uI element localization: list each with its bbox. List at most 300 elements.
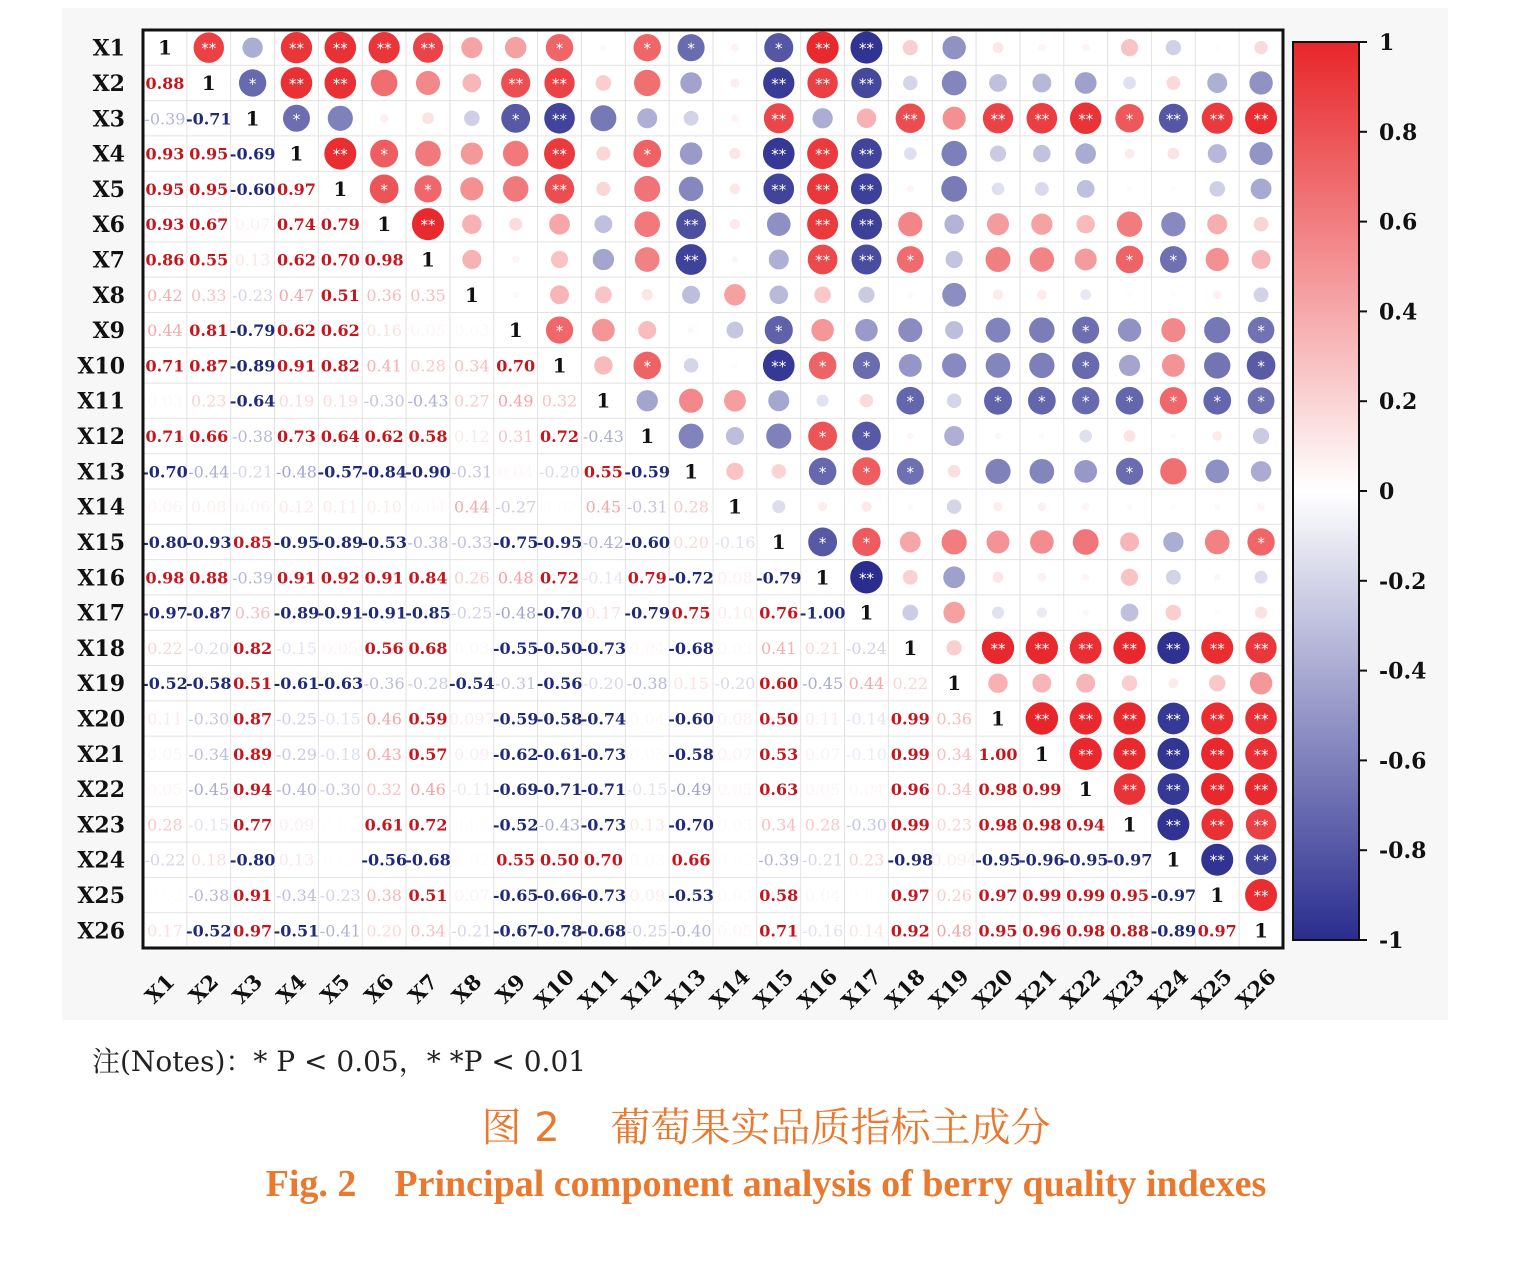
correlation-value: 0.62 (276, 321, 316, 341)
row-label: X3 (92, 106, 125, 133)
correlation-circle (1253, 428, 1269, 444)
correlation-value: 0.64 (320, 427, 360, 447)
significance-mark: ** (815, 251, 831, 270)
correlation-value: -0.90 (405, 462, 451, 482)
significance-mark: * (1213, 392, 1221, 411)
significance-mark: ** (1253, 639, 1269, 658)
correlation-circle (988, 673, 1007, 692)
correlation-value: -0.34 (188, 744, 230, 764)
significance-mark: ** (1034, 710, 1050, 729)
correlation-circle (899, 354, 922, 377)
correlation-value: 0.93 (145, 215, 185, 235)
correlation-value: 0.02 (541, 497, 578, 517)
correlation-value: 0.03 (717, 815, 753, 835)
correlation-value: 0.88 (189, 568, 229, 588)
correlation-value: 0.74 (276, 215, 316, 235)
significance-mark: ** (1122, 781, 1138, 800)
diagonal-label: 1 (377, 212, 392, 237)
correlation-value: -0.31 (495, 674, 537, 694)
significance-mark: ** (201, 39, 217, 58)
diagonal-label: 1 (245, 106, 260, 131)
row-label: X4 (92, 141, 125, 168)
correlation-value: -0.73 (580, 638, 627, 658)
correlation-circle (1127, 504, 1133, 510)
correlation-circle (590, 105, 616, 131)
significance-mark: ** (858, 39, 874, 58)
correlation-value: -0.74 (580, 709, 627, 729)
correlation-circle (1161, 318, 1185, 342)
correlation-value: -0.21 (802, 850, 844, 870)
correlation-value: 0.61 (364, 815, 404, 835)
diagonal-label: 1 (640, 424, 655, 449)
significance-mark: * (424, 180, 432, 199)
significance-mark: * (818, 463, 827, 482)
correlation-value: 0.05 (322, 638, 359, 658)
correlation-value: 0.17 (585, 603, 622, 623)
correlation-circle (992, 606, 1004, 618)
correlation-value: -0.30 (363, 391, 405, 411)
significance-mark: * (248, 74, 257, 93)
correlation-circle (993, 290, 1003, 300)
significance-mark: ** (1165, 710, 1181, 729)
row-label: X25 (77, 883, 125, 910)
correlation-value: 0.12 (454, 427, 490, 447)
significance-mark: ** (1165, 781, 1181, 800)
correlation-value: -0.95 (273, 532, 320, 552)
correlation-circle (993, 502, 1002, 511)
column-label: X12 (616, 963, 667, 1014)
correlation-circle (684, 358, 699, 373)
significance-mark: ** (288, 74, 304, 93)
correlation-value: 0.96 (1022, 921, 1062, 941)
correlation-circle (946, 251, 963, 268)
correlation-value: 0.95 (145, 179, 185, 199)
diagonal-label: 1 (991, 706, 1005, 731)
column-label: X11 (573, 963, 624, 1014)
correlation-value: 0.68 (408, 638, 448, 658)
colorbar-tick-label: 0.8 (1379, 119, 1418, 146)
colorbar-tick-label: -1 (1379, 928, 1404, 954)
column-label: X17 (836, 963, 887, 1014)
significance-mark: * (380, 145, 388, 164)
column-label: X19 (923, 963, 974, 1014)
correlation-value: 0.73 (276, 427, 316, 447)
correlation-value: 0.55 (583, 462, 623, 482)
correlation-value: 0.48 (936, 921, 972, 941)
correlation-circle (1255, 571, 1268, 584)
significance-mark: ** (1034, 110, 1050, 129)
correlation-value: -0.38 (188, 886, 230, 906)
correlation-value: 0.67 (189, 215, 229, 235)
correlation-value: 0.94 (233, 780, 273, 800)
correlation-value: -0.95 (975, 850, 1021, 870)
correlation-circle (503, 176, 529, 202)
significance-mark: ** (1253, 887, 1269, 906)
significance-mark: * (1038, 392, 1046, 411)
diagonal-label: 1 (201, 70, 216, 95)
correlation-value: -0.11 (451, 780, 493, 800)
correlation-value: -0.41 (319, 921, 361, 941)
correlation-value: -0.50 (536, 638, 583, 658)
column-label: X5 (315, 968, 355, 1009)
diagonal-label: 1 (508, 318, 523, 343)
column-label: X20 (967, 963, 1018, 1014)
diagonal-label: 1 (1078, 777, 1093, 802)
significance-mark: ** (1122, 639, 1138, 658)
correlation-value: -0.52 (492, 815, 539, 835)
correlation-value: -0.63 (317, 674, 364, 694)
correlation-value: 0.28 (147, 815, 183, 835)
correlation-value: -0.80 (229, 850, 276, 870)
correlation-circle (242, 38, 262, 58)
correlation-value: 0.09 (454, 744, 490, 764)
correlation-circle (1205, 530, 1230, 555)
correlation-value: 0.05 (147, 780, 183, 800)
significance-mark: * (380, 180, 388, 199)
significance-mark: * (1125, 392, 1134, 411)
column-label: X25 (1186, 963, 1237, 1014)
diagonal-label: 1 (1254, 918, 1269, 943)
correlation-value: 0.46 (410, 780, 446, 800)
correlation-circle (898, 318, 922, 342)
correlation-value: 0.87 (233, 709, 273, 729)
correlation-value: -0.45 (802, 674, 844, 694)
correlation-value: -0.51 (273, 921, 320, 941)
correlation-circle (942, 71, 967, 96)
significance-mark: ** (1122, 710, 1138, 729)
correlation-value: -0.72 (668, 568, 714, 588)
correlation-value: 0.98 (364, 250, 404, 270)
correlation-circle (1035, 182, 1049, 196)
row-label: X22 (77, 777, 125, 804)
correlation-value: -0.14 (845, 709, 887, 729)
significance-mark: ** (1165, 745, 1181, 764)
correlation-circle (1166, 76, 1180, 90)
correlation-value: -0.38 (407, 532, 449, 552)
significance-mark: ** (332, 145, 348, 164)
significance-mark: ** (1253, 110, 1269, 129)
correlation-value: 0.62 (276, 250, 316, 270)
correlation-value: -0.58 (668, 744, 714, 764)
significance-mark: * (906, 392, 915, 411)
correlation-value: 0.70 (583, 850, 623, 870)
correlation-circle (1124, 430, 1136, 442)
correlation-value: 0.62 (364, 427, 404, 447)
correlation-value: 0.96 (890, 780, 930, 800)
correlation-value: -0.28 (407, 674, 449, 694)
correlation-value: 0.07 (234, 215, 271, 235)
correlation-circle (600, 45, 606, 51)
correlation-value: 0.17 (147, 921, 183, 941)
diagonal-label: 1 (596, 388, 611, 413)
correlation-circle (772, 500, 785, 513)
column-label: X26 (1230, 963, 1281, 1014)
significance-note: 注(Notes)：* P < 0.05，* *P < 0.01 (92, 1045, 587, 1078)
significance-mark: ** (332, 74, 348, 93)
correlation-circle (1249, 71, 1272, 94)
correlation-circle (1117, 212, 1142, 237)
correlation-circle (1250, 672, 1273, 695)
significance-mark: ** (1253, 710, 1269, 729)
row-label: X8 (92, 282, 125, 309)
correlation-circle (1038, 502, 1047, 511)
correlation-value: -0.15 (626, 780, 668, 800)
correlation-circle (860, 394, 873, 407)
column-label: X4 (271, 968, 311, 1009)
colorbar-tick-label: -0.8 (1379, 838, 1427, 865)
correlation-value: 0.05 (410, 321, 446, 341)
correlation-value: -0.38 (232, 427, 274, 447)
correlation-circle (817, 395, 829, 407)
correlation-circle (944, 214, 963, 233)
correlation-circle (903, 76, 918, 91)
column-label: X23 (1099, 963, 1150, 1014)
significance-mark: ** (1165, 639, 1181, 658)
correlation-circle (1076, 674, 1095, 693)
correlation-value: 0.88 (1110, 921, 1150, 941)
diagonal-label: 1 (464, 282, 479, 307)
correlation-circle (416, 71, 440, 95)
significance-mark: ** (552, 180, 568, 199)
correlation-circle (944, 426, 964, 446)
significance-mark: ** (683, 251, 699, 270)
correlation-value: 0.47 (278, 285, 315, 305)
correlation-value: 0.70 (496, 356, 536, 376)
correlation-value: 0.09 (278, 815, 315, 835)
correlation-circle (903, 40, 918, 55)
correlation-value: 0.02 (454, 850, 490, 870)
correlation-circle (1118, 318, 1141, 341)
correlation-value: -0.53 (668, 886, 714, 906)
significance-mark: ** (858, 145, 874, 164)
correlation-value: -0.57 (317, 462, 364, 482)
correlation-circle (513, 292, 519, 298)
correlation-circle (907, 433, 913, 439)
caption-chinese: 图 2 葡萄果实品质指标主成分 (481, 1105, 1051, 1151)
correlation-value: -0.23 (232, 285, 274, 305)
correlation-circle (942, 36, 965, 59)
correlation-value: -0.25 (451, 603, 493, 623)
correlation-value: 0.85 (233, 532, 273, 552)
correlation-value: 0.05 (147, 744, 183, 764)
correlation-circle (1213, 291, 1222, 300)
correlation-circle (463, 74, 482, 93)
correlation-value: 0.13 (629, 815, 666, 835)
correlation-value: 0.79 (320, 215, 360, 235)
significance-mark: ** (1209, 639, 1225, 658)
row-label: X18 (77, 635, 125, 662)
correlation-value: 0.99 (890, 709, 930, 729)
correlation-circle (987, 530, 1010, 553)
correlation-value: 0.95 (978, 921, 1018, 941)
correlation-value: 0.60 (759, 674, 799, 694)
correlation-circle (1125, 149, 1135, 159)
correlation-value: 0.08 (717, 709, 753, 729)
significance-mark: ** (858, 251, 874, 270)
correlation-value: 0.04 (410, 497, 446, 517)
correlation-value: 0.03 (629, 744, 666, 764)
correlation-circle (1212, 431, 1222, 441)
correlation-value: -0.14 (582, 568, 624, 588)
correlation-value: 0.20 (673, 532, 709, 552)
correlation-value: 0.98 (978, 780, 1018, 800)
correlation-value: -0.70 (668, 815, 714, 835)
correlation-circle (1038, 573, 1047, 582)
significance-mark: ** (990, 110, 1006, 129)
correlation-circle (1127, 186, 1133, 192)
significance-mark: ** (1078, 110, 1094, 129)
correlation-value: 0.36 (366, 285, 402, 305)
correlation-circle (1160, 458, 1186, 484)
correlation-value: 0.57 (408, 744, 448, 764)
row-label: X10 (77, 353, 125, 380)
correlation-value: -0.80 (142, 532, 188, 552)
correlation-value: 0.05 (804, 780, 841, 800)
correlation-circle (594, 215, 612, 233)
correlation-circle (943, 566, 965, 588)
correlation-circle (941, 141, 966, 166)
correlation-value: -0.91 (361, 603, 407, 623)
correlation-value: -0.89 (273, 603, 320, 623)
correlation-value: 0.44 (848, 674, 885, 694)
correlation-value: 0.20 (366, 921, 402, 941)
correlation-value: -0.58 (536, 709, 583, 729)
significance-mark: * (1125, 463, 1134, 482)
significance-mark: * (1257, 533, 1265, 552)
correlation-value: -0.89 (229, 356, 276, 376)
colorbar-tick-label: -0.6 (1379, 748, 1427, 775)
significance-mark: ** (332, 39, 348, 58)
correlation-circle (1037, 607, 1047, 617)
correlation-value: 0.15 (673, 674, 709, 694)
correlation-circle (1209, 675, 1226, 692)
correlation-value: 0.07 (717, 744, 753, 764)
significance-mark: * (1257, 322, 1265, 341)
correlation-value: 0.91 (276, 568, 316, 588)
correlation-circle (858, 287, 874, 303)
correlation-value: -0.60 (668, 709, 714, 729)
correlation-circle (1166, 40, 1181, 55)
significance-mark: * (1169, 251, 1178, 270)
row-label: X1 (92, 35, 125, 62)
correlation-value: -0.15 (188, 815, 230, 835)
correlation-value: 0.43 (366, 744, 402, 764)
significance-mark: ** (815, 216, 831, 235)
correlation-value: 0.06 (147, 497, 183, 517)
significance-mark: ** (1253, 745, 1269, 764)
correlation-value: -0.42 (582, 532, 624, 552)
correlation-value: 0.46 (366, 709, 402, 729)
correlation-circle (861, 502, 871, 512)
correlation-value: 0.10 (717, 603, 753, 623)
diagonal-label: 1 (1034, 741, 1049, 766)
correlation-circle (993, 572, 1004, 583)
diagonal-label: 1 (771, 529, 786, 554)
correlation-circle (1214, 45, 1220, 51)
correlation-value: -0.95 (536, 532, 583, 552)
significance-mark: * (906, 251, 915, 270)
correlation-value: 0.91 (233, 886, 273, 906)
correlation-value: 0.04 (497, 462, 534, 482)
significance-mark: * (818, 428, 827, 447)
correlation-value: 0.04 (848, 780, 885, 800)
correlation-circle (638, 321, 656, 339)
correlation-value: -0.61 (273, 674, 320, 694)
row-label: X24 (77, 847, 125, 874)
correlation-circle (942, 529, 967, 554)
correlation-circle (637, 108, 657, 128)
correlation-value: -0.23 (319, 886, 361, 906)
correlation-value: 0.56 (364, 638, 404, 658)
significance-mark: ** (1209, 745, 1225, 764)
significance-mark: ** (1209, 110, 1225, 129)
correlation-value: 0.58 (759, 886, 799, 906)
colorbar-tick-label: -0.4 (1379, 658, 1427, 685)
correlation-circle (637, 390, 658, 411)
correlation-value: 0.13 (278, 850, 315, 870)
correlation-circle (1121, 39, 1138, 56)
column-label: X9 (490, 968, 531, 1009)
correlation-value: 0.51 (233, 674, 273, 694)
colorbar-tick-label: -0.2 (1379, 568, 1427, 595)
correlation-circle (1082, 44, 1089, 51)
correlation-circle (422, 112, 434, 124)
correlation-value: -0.21 (232, 462, 274, 482)
significance-mark: ** (508, 74, 524, 93)
correlation-value: -0.10 (845, 744, 887, 764)
column-label: X14 (704, 963, 755, 1014)
correlation-value: -0.16 (714, 532, 756, 552)
row-label: X9 (92, 318, 125, 345)
correlation-circle (726, 463, 743, 480)
significance-mark: ** (288, 39, 304, 58)
correlation-circle (1254, 217, 1269, 232)
correlation-circle (1074, 460, 1097, 483)
correlation-circle (461, 37, 482, 58)
correlation-circle (907, 504, 913, 510)
correlation-value: -0.70 (142, 462, 188, 482)
significance-mark: ** (1165, 816, 1181, 835)
significance-mark: * (1125, 251, 1134, 270)
correlation-value: 0.06 (234, 497, 271, 517)
row-label: X2 (92, 70, 125, 97)
correlation-value: 0.88 (145, 73, 185, 93)
correlation-value: -0.73 (580, 815, 627, 835)
correlation-circle (1166, 605, 1182, 621)
correlation-circle (596, 182, 610, 196)
correlation-value: -0.97 (142, 603, 188, 623)
significance-mark: ** (376, 39, 392, 58)
correlation-value: 0.23 (190, 391, 227, 411)
correlation-value: 0.94 (1066, 815, 1106, 835)
correlation-circle (948, 465, 961, 478)
significance-mark: * (775, 322, 783, 341)
correlation-value: -0.38 (626, 674, 668, 694)
correlation-value: 0.41 (366, 356, 402, 376)
correlation-value: 0.03 (717, 886, 753, 906)
significance-mark: ** (815, 180, 831, 199)
correlation-circle (461, 142, 483, 164)
correlation-value: -0.20 (539, 462, 581, 482)
significance-mark: ** (1078, 639, 1094, 658)
diagonal-label: 1 (684, 459, 699, 484)
correlation-circle (729, 148, 740, 159)
correlation-value: -0.34 (275, 886, 317, 906)
diagonal-label: 1 (333, 176, 348, 201)
correlation-value: -0.68 (580, 921, 627, 941)
correlation-value: -0.39 (232, 568, 274, 588)
correlation-circle (987, 213, 1009, 235)
